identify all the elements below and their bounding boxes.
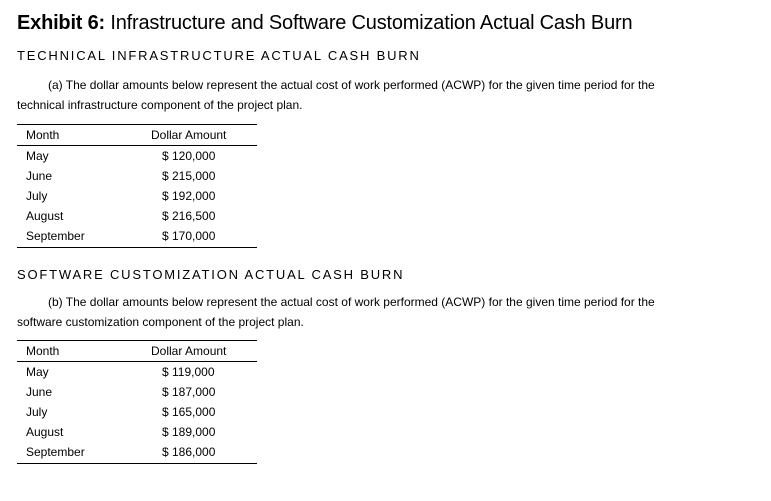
table-row <box>17 382 257 402</box>
paragraph-line: technical infrastructure component of the project plan. <box>17 98 303 112</box>
paragraph-line-text: (a) The dollar amounts below represent the actual cost of work performed (ACWP) for the given time period for the <box>48 78 655 92</box>
cell-amount: $ 186,000 <box>162 445 216 459</box>
cell-amount: $ 170,000 <box>162 229 216 243</box>
section-heading-infrastructure: TECHNICAL INFRASTRUCTURE ACTUAL CASH BURN <box>17 48 421 63</box>
cell-amount: $ 192,000 <box>162 189 216 203</box>
cell-month: May <box>26 149 49 163</box>
cell-month: June <box>26 169 53 183</box>
cell-amount: $ 120,000 <box>162 149 216 163</box>
cell-amount: $ 216,500 <box>162 209 216 223</box>
table-row <box>17 402 257 422</box>
cell-month: June <box>26 385 53 399</box>
section-heading-software: SOFTWARE CUSTOMIZATION ACTUAL CASH BURN <box>17 267 405 282</box>
column-header-dollar-amount: Dollar Amount <box>151 344 227 358</box>
table-body <box>17 146 257 248</box>
table-row <box>17 422 257 442</box>
paragraph-line-text: (b) The dollar amounts below represent the actual cost of work performed (ACWP) for the given time period for the <box>48 295 655 309</box>
cell-amount: $ 215,000 <box>162 169 216 183</box>
page-title <box>17 10 632 36</box>
cell-month: July <box>26 189 48 203</box>
paragraph-line <box>17 75 737 95</box>
cell-month: July <box>26 405 48 419</box>
cell-amount: $ 165,000 <box>162 405 216 419</box>
cell-month: August <box>26 209 64 223</box>
table-body <box>17 362 257 464</box>
paragraph-line: software customization component of the project plan. <box>17 315 304 329</box>
table-row <box>17 362 257 382</box>
software-table <box>17 340 257 464</box>
table-header-row <box>17 340 257 362</box>
cell-month: May <box>26 365 49 379</box>
infrastructure-table <box>17 124 257 248</box>
table-row <box>17 186 257 206</box>
title-text: Infrastructure and Software Customization Actual Cash Burn <box>110 12 633 34</box>
table-row <box>17 206 257 226</box>
cell-amount: $ 187,000 <box>162 385 216 399</box>
column-header-month: Month <box>26 128 60 142</box>
table-row <box>17 442 257 462</box>
column-header-month: Month <box>26 344 60 358</box>
title-prefix: Exhibit 6: <box>17 12 106 34</box>
table-row <box>17 226 257 246</box>
paragraph-software <box>17 292 737 332</box>
table-row <box>17 146 257 166</box>
table-header-row <box>17 124 257 146</box>
cell-month: September <box>26 229 85 243</box>
cell-month: August <box>26 425 64 439</box>
cell-amount: $ 189,000 <box>162 425 216 439</box>
paragraph-line <box>17 292 737 312</box>
cell-month: September <box>26 445 85 459</box>
cell-amount: $ 119,000 <box>162 365 215 379</box>
paragraph-infrastructure <box>17 75 737 115</box>
table-row <box>17 166 257 186</box>
column-header-dollar-amount: Dollar Amount <box>151 128 227 142</box>
